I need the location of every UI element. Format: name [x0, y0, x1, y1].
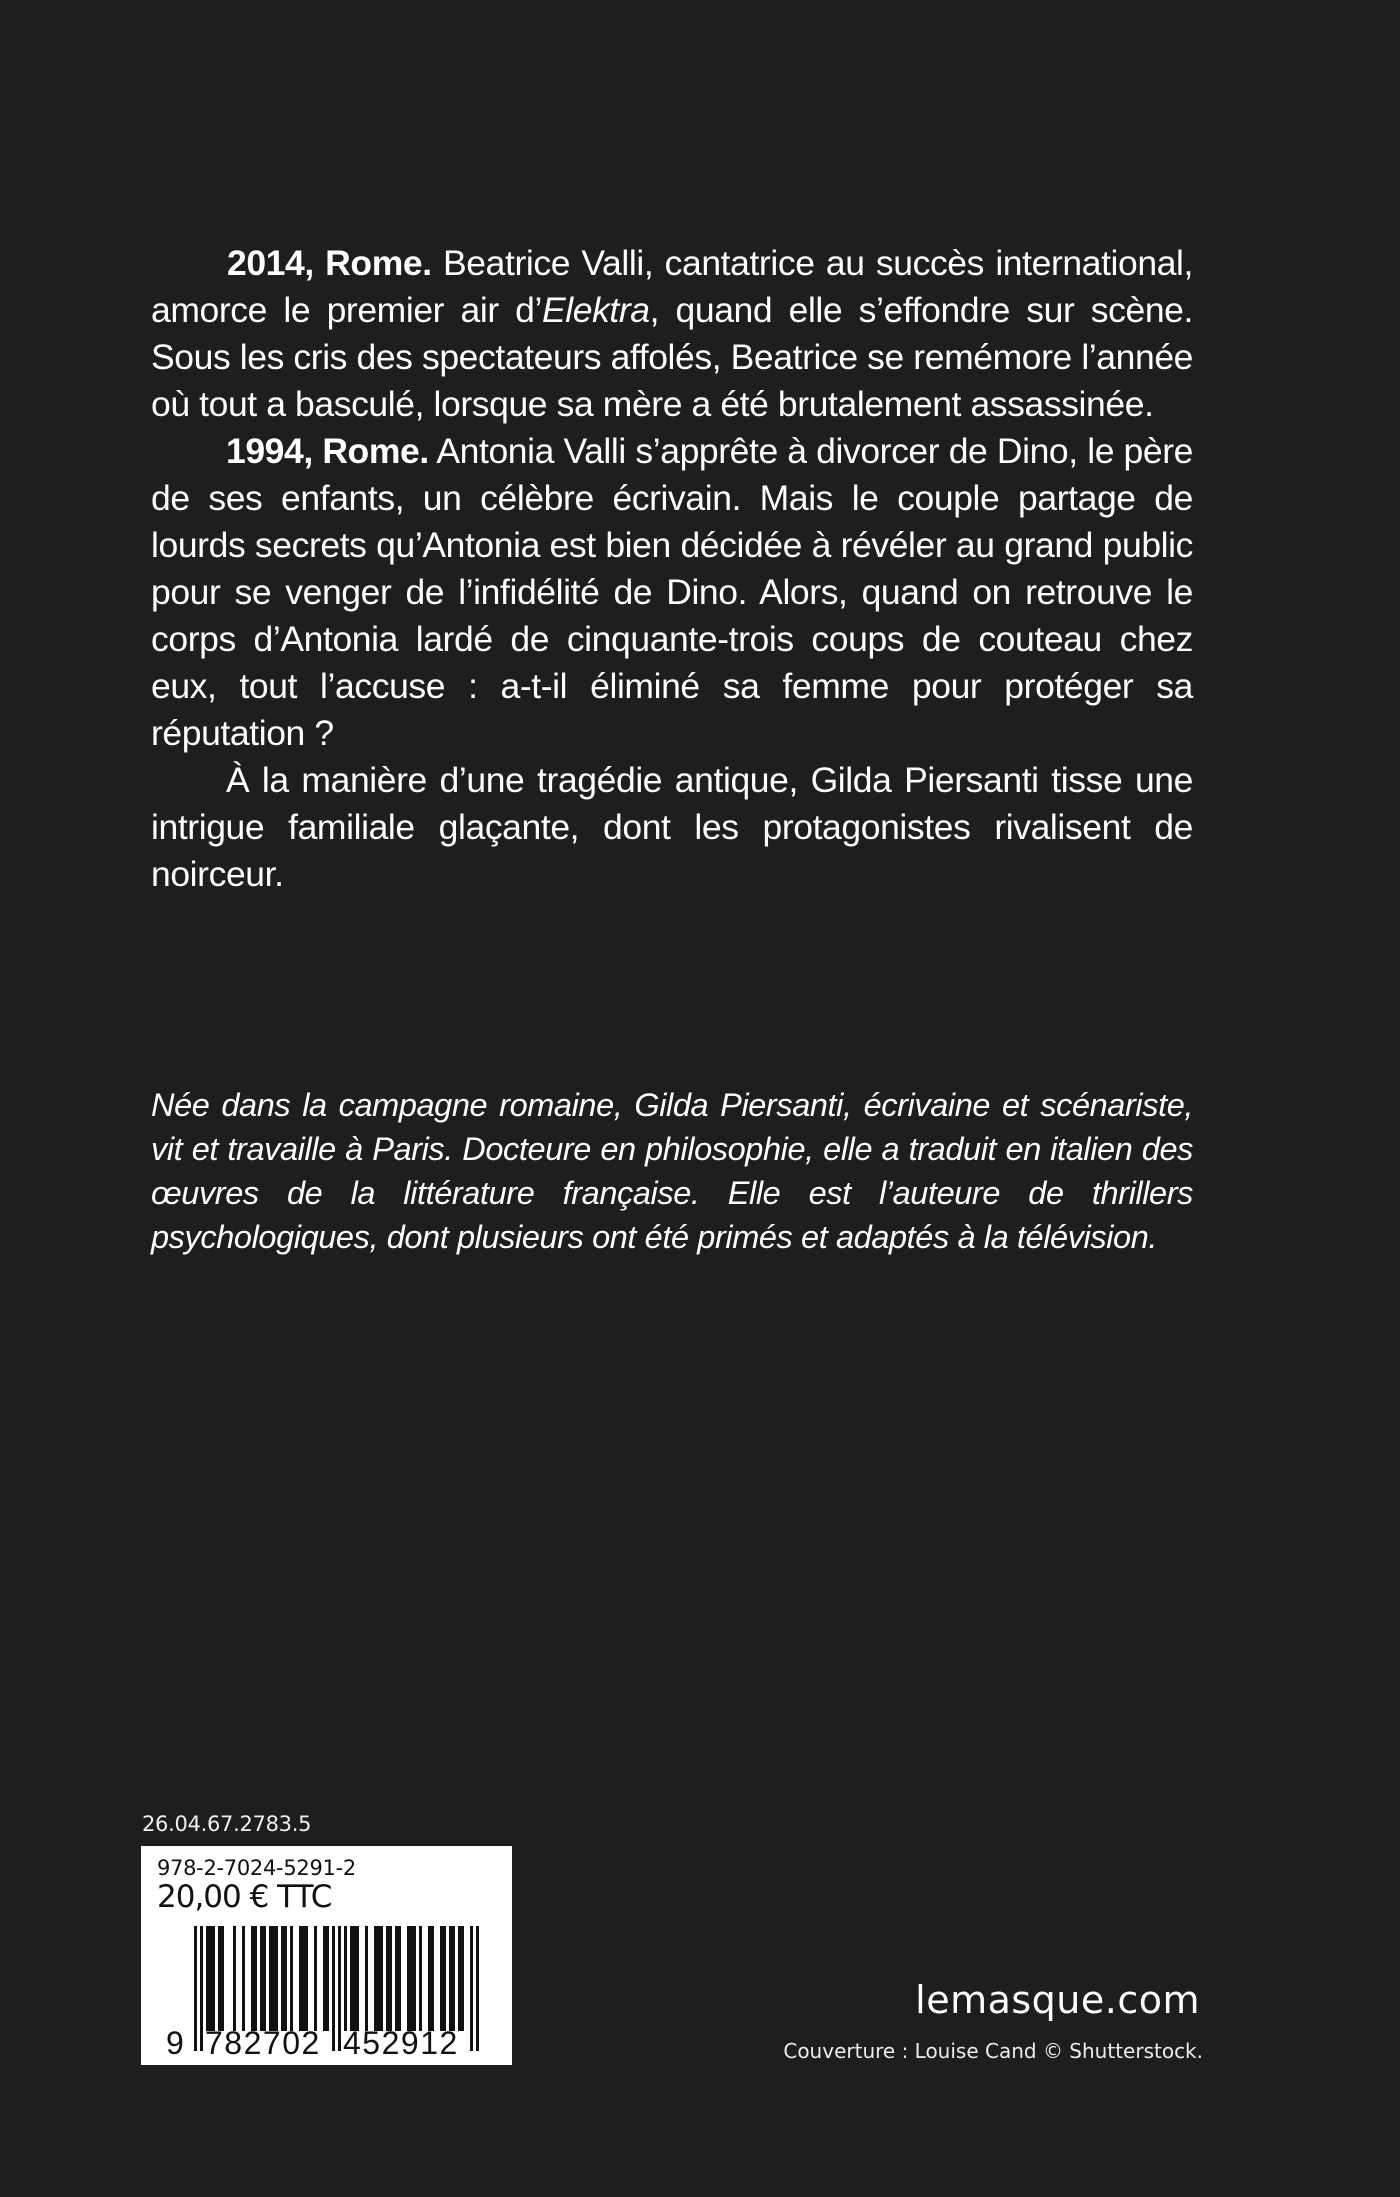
paragraph-lead: 1994, Rome. [226, 431, 429, 471]
barcode-left-digits: 782702 [205, 2025, 321, 2061]
synopsis-paragraph-1994 [151, 428, 1193, 757]
paragraph-text: Antonia Valli s’apprête à divorcer de Dino, le père de ses enfants, un célèbre écrivain. Mais le couple partage de lourds secrets qu’Antonia est bien décidée à révéler au grand public pour se venger de l’infidélité de Dino. Alors, quand on retrouve le corps d’Antonia lardé de cinquante-trois coups de couteau chez eux, tout l’accuse : a-t-il éliminé sa femme pour protéger sa réputation ? [151, 431, 1193, 753]
paragraph-lead: 2014, Rome. [227, 243, 432, 283]
paragraph-text: , quand elle s’effondre sur scène. Sous les cris des spectateurs affolés, Beatrice se remémore l’année où tout a basculé, lorsque sa mère a été brutalement assassinée. [151, 290, 1194, 424]
price: 20,00 € TTC [157, 1879, 332, 1915]
opera-title: Elektra [541, 290, 650, 330]
paragraph-text: Beatrice Valli, cantatrice au succès international, amorce le premier air d’ [151, 243, 1193, 330]
author-bio [151, 1083, 1193, 1259]
ean13-barcode [141, 1846, 512, 2065]
barcode-right-digits: 452912 [343, 2025, 459, 2061]
isbn: 978-2-7024-5291-2 [157, 1856, 356, 1880]
barcode-first-digit: 9 [166, 2025, 186, 2061]
barcode-label [141, 1846, 512, 2065]
synopsis-paragraph-conclusion [151, 757, 1193, 898]
cover-credit: Couverture : Louise Cand © Shutterstock. [783, 2039, 1203, 2063]
internal-code: 26.04.67.2783.5 [142, 1812, 312, 1836]
synopsis-paragraph-2014 [151, 240, 1193, 428]
paragraph-text: À la manière d’une tragédie antique, Gilda Piersanti tisse une intrigue familiale glaçante, dont les protagonistes rivalisent de noirceur. [151, 760, 1193, 894]
author-bio-text: Née dans la campagne romaine, Gilda Piersanti, écrivaine et scénariste, vit et travaille à Paris. Docteure en philosophie, elle a traduit en italien des œuvres de la littérature française. Elle est l’auteure de thrillers psychologiques, dont plusieurs ont été primés et adaptés à la télévision. [151, 1087, 1193, 1255]
synopsis [151, 240, 1193, 898]
publisher-website[interactable]: lemasque.com [915, 1978, 1200, 2022]
